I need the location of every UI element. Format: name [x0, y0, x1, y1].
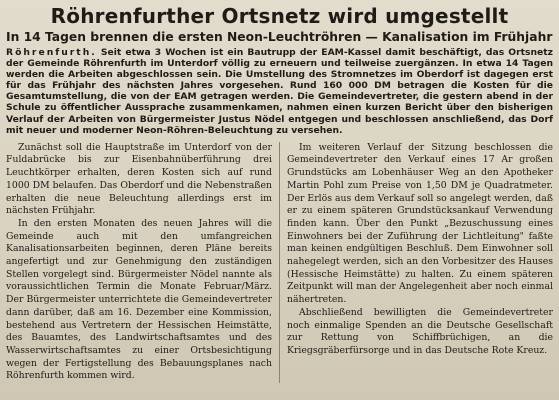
article-headline: Röhrenfurther Ortsnetz wird umgestellt: [50, 4, 509, 28]
left-column: [6, 142, 272, 383]
lead-text: Seit etwa 3 Wochen ist ein Bautrupp der EAM-Kassel damit beschäftigt, das Ortsnetz der Gemeinde Röhrenfurth im Unterdorf völlig zu erneuern und teilweise zuergänzen. In etwa 14 Tagen werden die Arbeiten abgeschlossen sein. Die Umstellung des Stromnetzes im Oberdorf ist dagegen erst für das Frühjahr des nächsten Jahres vorgesehen. Rund 160 000 DM betragen die Kosten für die Gesamtumstellung, die von der EAM getragen werden. Die Gemeindevertreter, die gestern abend in der Schule zu öffentlicher Aussprache zusammenkamen, nahmen einen kurzen Bericht über den bisherigen Verlauf der Arbeiten von Bürgermeister Justus Nödel entgegen und beschlossen anschließend, das Dorf mit neuer und moderner Neon-Röhren-Beleuchtung zu versehen.: [6, 47, 553, 136]
right-paragraph-2: Abschließend bewilligten die Gemeindevertreter noch einmalige Spenden an die Deutsche Gesellschaft zur Rettung von Schiffbrüchigen, an die Kriegsgräberfürsorge und in das Deutsche Rote Kreuz.: [287, 306, 553, 356]
column-divider: [279, 142, 280, 383]
left-paragraph-1: Zunächst soll die Hauptstraße im Unterdorf von der Fuldabrücke bis zur Eisenbahnüberführung drei Leuchtkörper erhalten, deren Kosten sich auf rund 1000 DM belaufen. Das Oberdorf und die Nebenstraßen erhalten die neue Beleuchtung allerdings erst im nächsten Frühjahr.: [6, 141, 272, 217]
lead-dateline: Röhrenfurth.: [6, 47, 97, 58]
article-body: [6, 142, 553, 383]
article-lead: [6, 47, 553, 136]
right-column: [287, 142, 553, 383]
left-paragraph-2: In den ersten Monaten des neuen Jahres will die Gemeinde auch mit den umfangreichen Kanalisationsarbeiten beginnen, deren Pläne bereits angefertigt und zur Genehmigung den zuständigen Stellen vorgelegt sind. Bürgermeister Nödel nannte als voraussichtlichen Termin die Monate Februar/März. Der Bürgermeister unterrichtete die Gemeindevertreter dann darüber, daß am 16. Dezember eine Kommission, bestehend aus Vertretern der Hessischen Heimstätte, des Bauamtes, des Landwirtschaftsamtes und des Wasserwirtschaftsamtes zu einer Ortsbesichtigung wegen der Fertigstellung des Bebauungsplanes nach Röhrenfurth kommen wird.: [6, 217, 272, 382]
article-subheadline: In 14 Tagen brennen die ersten Neon-Leuchtröhren — Kanalisation im Frühjahr: [6, 30, 553, 44]
right-paragraph-1: Im weiteren Verlauf der Sitzung beschlossen die Gemeindevertreter den Verkauf eines 17 Ar großen Grundstücks am Lobenhäuser Weg an den Apotheker Martin Pohl zum Preise von 1,50 DM je Quadratmeter. Der Erlös aus dem Verkauf soll so angelegt werden, daß er zu einem späteren Grundstücksankauf Verwendung finden kann. Über den Punkt „Bezuschussung eines Einwohners bei der Zuführung der Lichtleitung" faßte man keinen endgültigen Beschluß. Dem Einwohner soll nahegelegt werden, sich an den Vorbesitzer des Hauses (Hessische Heimstätte) zu halten. Zu einem späteren Zeitpunkt will man der Angelegenheit aber noch einmal nähertreten.: [287, 141, 553, 306]
